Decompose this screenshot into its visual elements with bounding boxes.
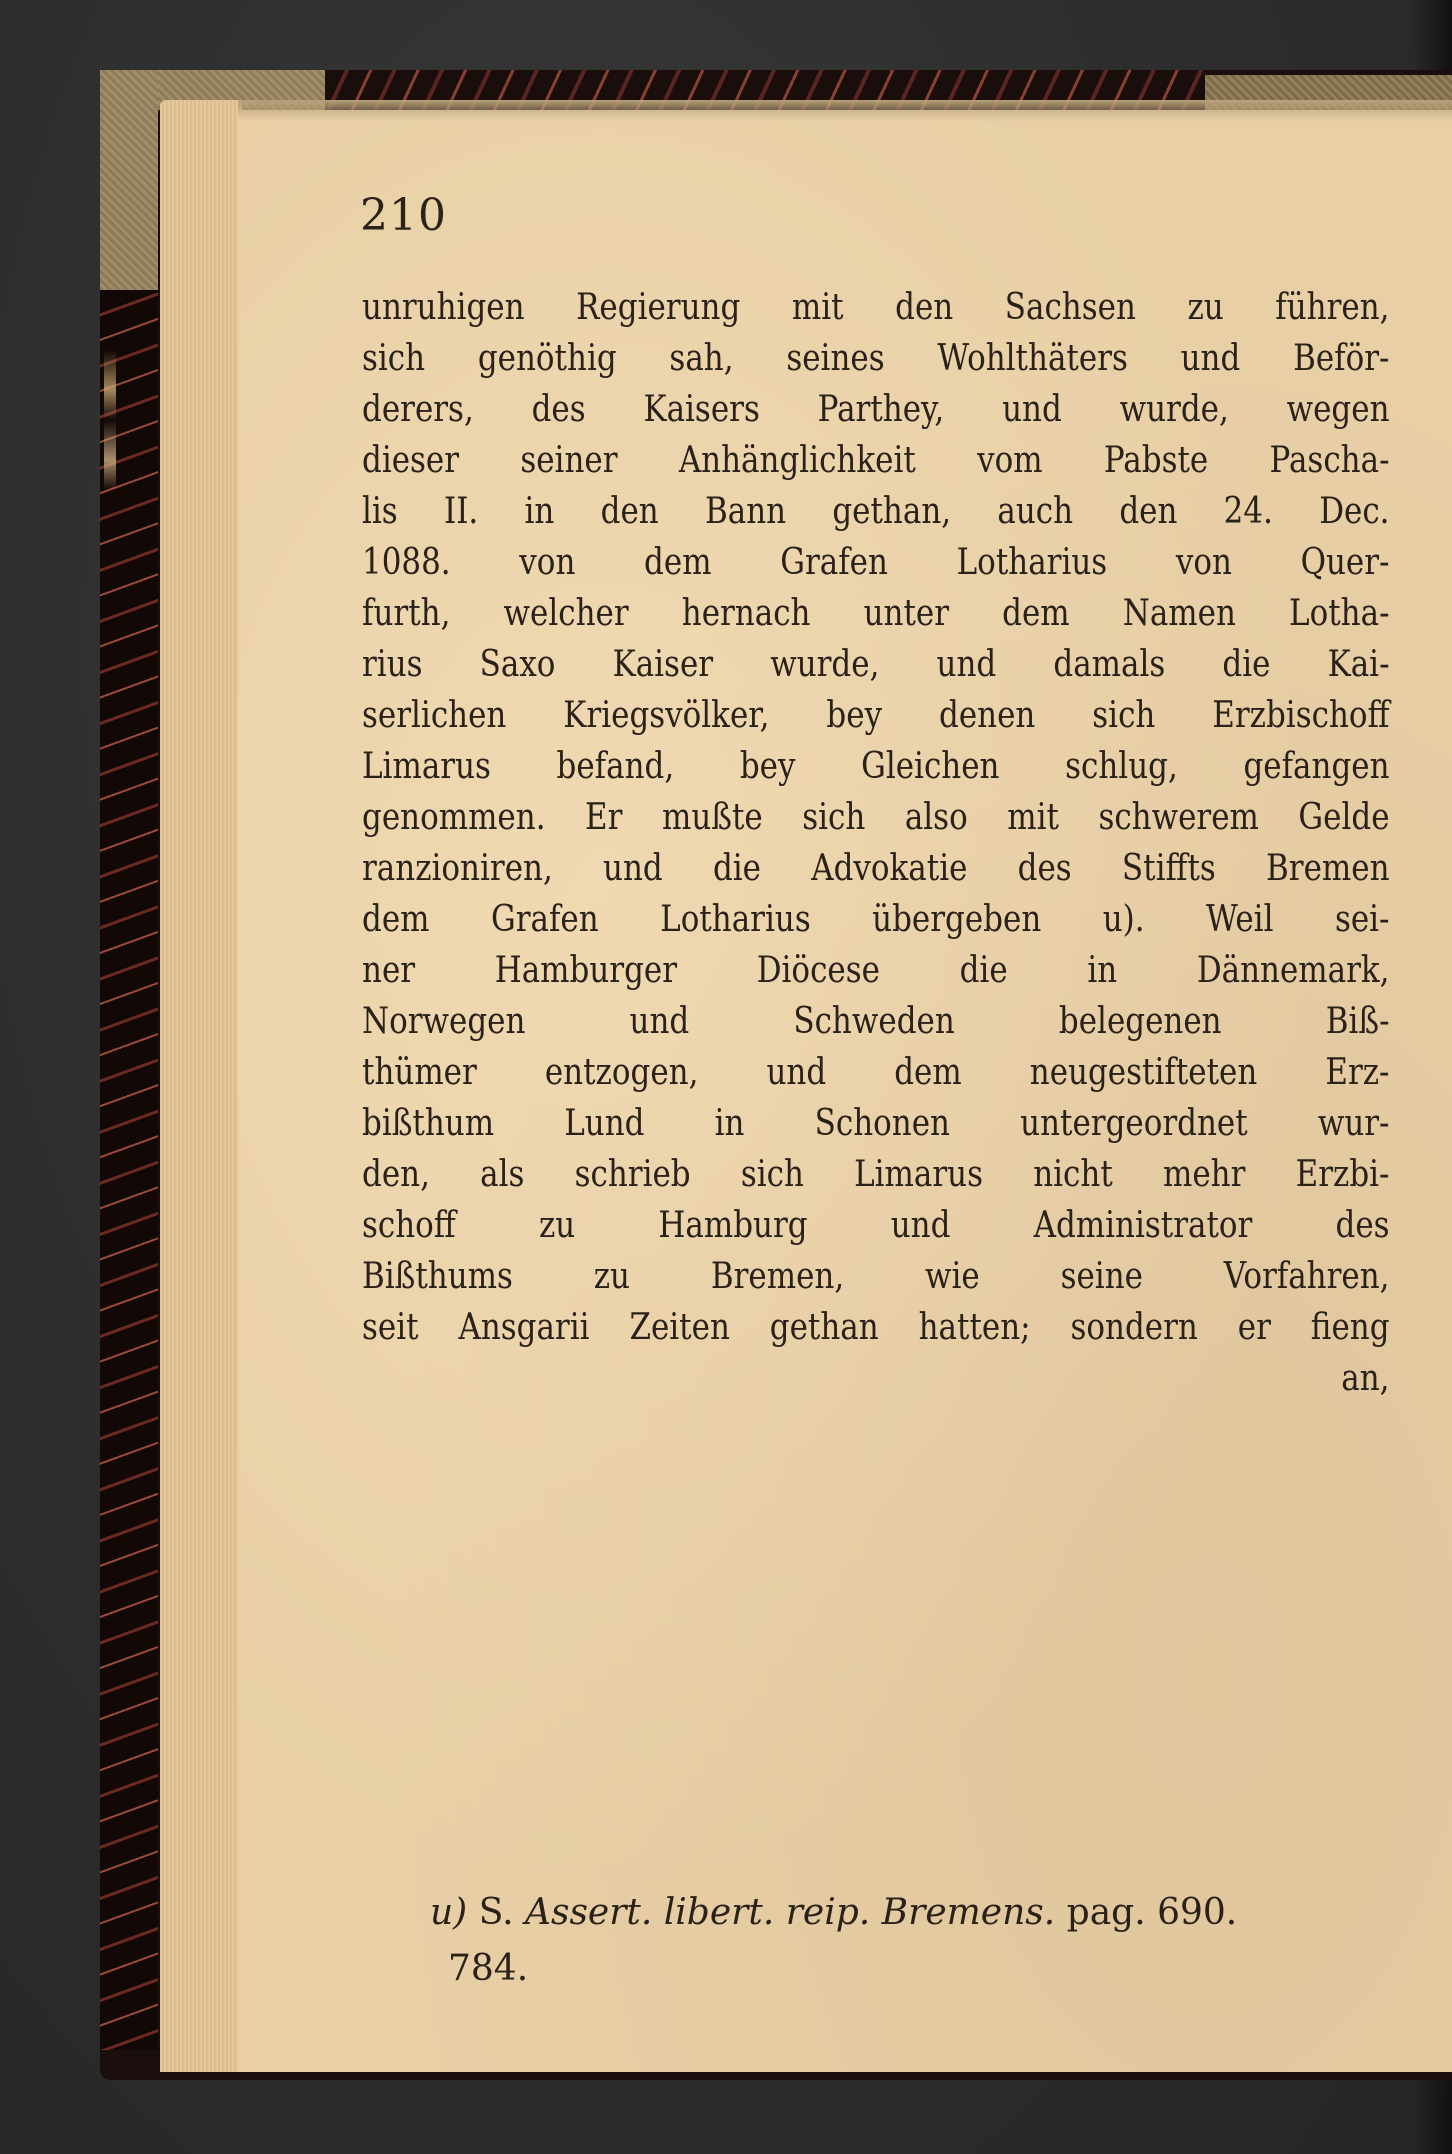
text-line: unruhigen Regierung mit den Sachsen zu führen, bbox=[362, 287, 1390, 328]
text-line: seit Ansgarii Zeiten gethan hatten; sondern er fieng bbox=[362, 1307, 1390, 1348]
footnote-ref: pag. 690. bbox=[1066, 1892, 1238, 1933]
text-line: ranzioniren, und die Advokatie des Stiffts Bremen bbox=[362, 848, 1390, 889]
text-line: serlichen Kriegsvölker, bey denen sich Erzbischoff bbox=[362, 695, 1390, 736]
footnote-line bbox=[430, 1885, 1390, 1941]
text-line: bißthum Lund in Schonen untergeordnet wur- bbox=[362, 1103, 1390, 1144]
marbled-cover-left bbox=[100, 290, 158, 2050]
text-line: Norwegen und Schweden belegenen Biß- bbox=[362, 1001, 1390, 1042]
footnote-continuation: 784. bbox=[448, 1948, 529, 1989]
footnote bbox=[430, 1885, 1390, 1997]
body-text bbox=[362, 282, 1392, 1404]
text-line: dieser seiner Anhänglichkeit vom Pabste Pascha- bbox=[362, 440, 1390, 481]
text-line: lis II. in den Bann gethan, auch den 24. Dec. bbox=[362, 491, 1390, 532]
text-line: thümer entzogen, und dem neugestifteten Erz- bbox=[362, 1052, 1390, 1093]
text-line: genommen. Er mußte sich also mit schwerem Gelde bbox=[362, 797, 1390, 838]
cloth-spine-left bbox=[100, 70, 158, 290]
text-line: Limarus befand, bey Gleichen schlug, gefangen bbox=[362, 746, 1390, 787]
text-line: den, als schrieb sich Limarus nicht mehr Erzbi- bbox=[362, 1154, 1390, 1195]
page-top-shadow bbox=[238, 100, 1452, 122]
page-stack-edge bbox=[160, 100, 242, 2072]
footnote-marker: u) bbox=[430, 1892, 468, 1933]
footnote-title: Assert. libert. reip. Bremens. bbox=[524, 1892, 1056, 1933]
text-line: schoff zu Hamburg und Administrator des bbox=[362, 1205, 1390, 1246]
page-number: 210 bbox=[360, 190, 447, 241]
footnote-prefix: S. bbox=[478, 1892, 514, 1933]
text-line: derers, des Kaisers Parthey, und wurde, wegen bbox=[362, 389, 1390, 430]
text-line: dem Grafen Lotharius übergeben u). Weil sei- bbox=[362, 899, 1390, 940]
text-line: sich genöthig sah, seines Wohlthäters und Beför- bbox=[362, 338, 1390, 379]
text-line: ner Hamburger Diöcese die in Dännemark, bbox=[362, 950, 1390, 991]
text-line: 1088. von dem Grafen Lotharius von Quer- bbox=[362, 542, 1390, 583]
text-line: rius Saxo Kaiser wurde, und damals die Kai- bbox=[362, 644, 1390, 685]
text-line: Bißthums zu Bremen, wie seine Vorfahren, bbox=[362, 1256, 1390, 1297]
catchword: an, bbox=[1341, 1358, 1390, 1399]
text-line: furth, welcher hernach unter dem Namen Lotha- bbox=[362, 593, 1390, 634]
gold-flake-wear bbox=[104, 350, 116, 550]
